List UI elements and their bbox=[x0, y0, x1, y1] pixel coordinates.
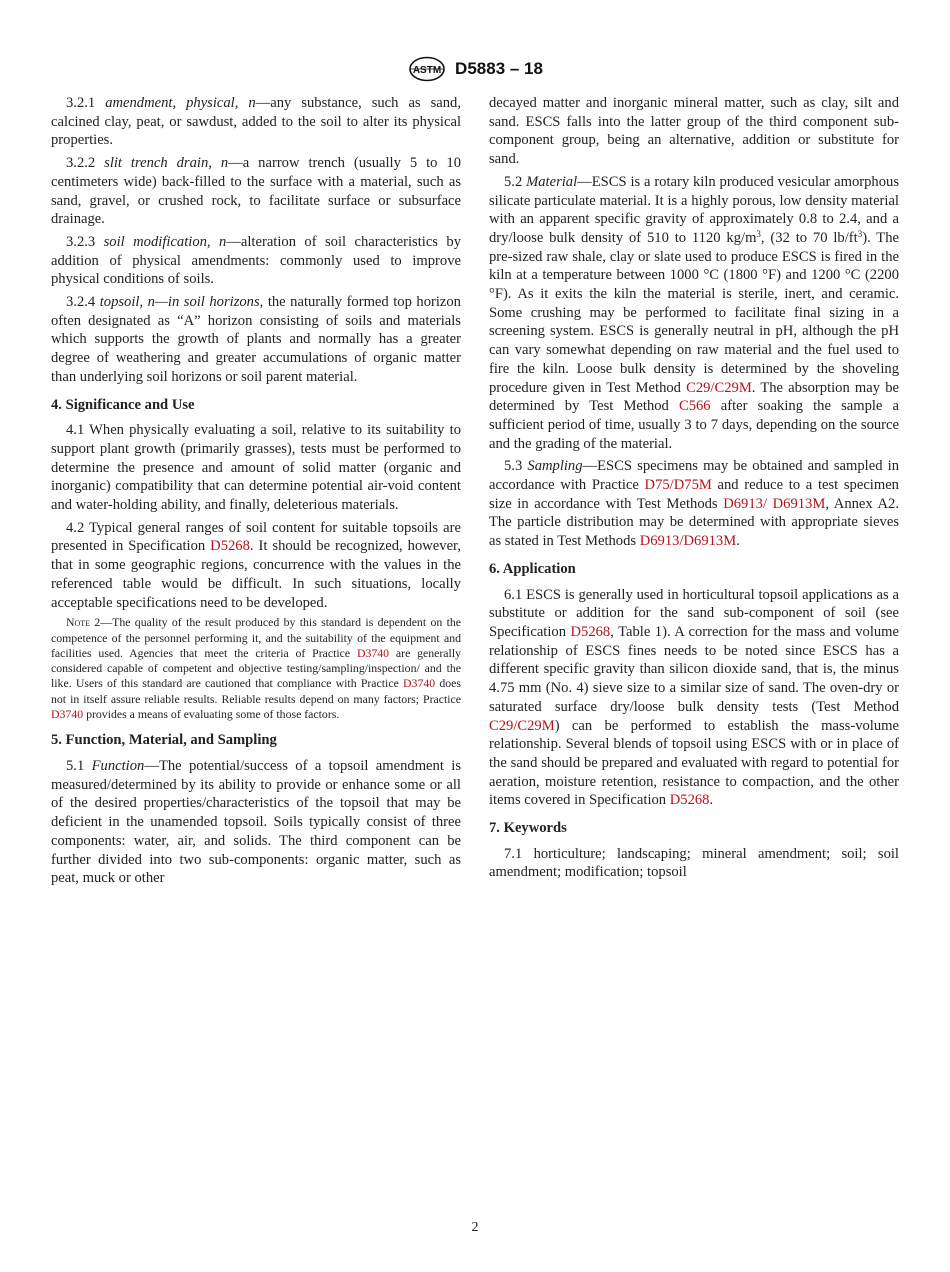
ref-link-d6913[interactable]: D6913/D6913M bbox=[639, 533, 737, 550]
ref-link-d75[interactable]: D75/D75M bbox=[644, 477, 712, 494]
document-number: D5883 – 18 bbox=[455, 59, 543, 78]
left-column bbox=[51, 94, 461, 892]
ref-link-d6913[interactable]: D6913/ D6913M bbox=[723, 495, 826, 512]
ref-link-d3740[interactable]: D3740 bbox=[403, 676, 436, 691]
paragraph-5-1-continued: decayed matter and inorganic mineral matter, such as clay, silt and sand. ESCS falls into the latter group of the third component sub-component group, being an alternative, addition or substitute for sand. bbox=[489, 95, 899, 168]
ref-link-d5268[interactable]: D5268 bbox=[669, 792, 710, 809]
paragraph-6-1: 6.1 ESCS is generally used in horticultural topsoil applications as a substitute or addition for the sand sub-component of soil (see Specification D5268, Table 1). A correction for the mass and volume relationship of ESCS fines needs to be noted since ESCS has a different specific gravity than silicon dioxide sand, that is, the minus 4.75 mm (No. 4) sieve size to a similar size of sand. The oven-dry or saturated surface dry/loose bulk density tests (Test Method C29/C29M) can be performed to establish the mass-volume relationship. Several blends of topsoil using ESCS with or in place of the sand should be prepared and evaluated with regard to potential for aeration, moisture retention, resistance to compaction, and the other items covered in Specification D5268. bbox=[489, 586, 899, 809]
right-column bbox=[489, 94, 899, 886]
ref-link-d5268[interactable]: D5268 bbox=[210, 538, 250, 555]
page-header bbox=[0, 56, 950, 82]
definition-3-2-4: 3.2.4 topsoil, n—in soil horizons, the naturally formed top horizon often designated as “A” horizon consisting of soils and materials which supports the growth of plants and normally has a greater degree of weathering and greater accumulations of organic matter than underlying soil horizons or soil parent material. bbox=[51, 294, 461, 385]
definition-3-2-1: 3.2.1 amendment, physical, n—any substance, such as sand, calcined clay, peat, or sawdust, added to the soil to alter its physical properties. bbox=[51, 95, 461, 149]
ref-link-d3740[interactable]: D3740 bbox=[51, 707, 84, 722]
paragraph-5-1: 5.1 Function—The potential/success of a topsoil amendment is measured/determined by its ability to provide or enhance some or all of the desired properties/characteristics of the topsoil that may be deficient in the unamended topsoil. Soils typically consist of three components: water, air, and solids. The third component can be further divided into two sub-components: organic matter, such as peat, muck or other bbox=[51, 758, 462, 887]
note-2: Note 2—The quality of the result produced by this standard is dependent on the competence of the personnel performing it, and the suitability of the equipment and facilities used. Agencies that meet the criteria of Practice D3740 are generally considered capable of competent and objective testing/sampling/inspection/ and the like. Users of this standard are cautioned that compliance with Practice D3740 does not in itself assure reliable results. Reliable results depend on many factors; Practice D3740 provides a means of evaluating some of those factors. bbox=[51, 615, 462, 722]
section-4-heading: 4. Significance and Use bbox=[51, 396, 195, 413]
page-number: 2 bbox=[471, 1220, 479, 1235]
paragraph-7-1: 7.1 horticulture; landscaping; mineral amendment; soil; soil amendment; modification; topsoil bbox=[489, 845, 899, 881]
ref-link-d5268[interactable]: D5268 bbox=[570, 623, 611, 640]
paragraph-4-1: 4.1 When physically evaluating a soil, relative to its suitability to support plant growth (primarily grasses), tests must be performed to determine the presence and amount of solid matter (organic and inorganic) compatibility that can determine potential air-void content and water-holding ability, and finally, deleterious materials. bbox=[51, 422, 461, 514]
ref-link-d3740[interactable]: D3740 bbox=[356, 645, 390, 660]
section-6-heading: 6. Application bbox=[489, 560, 576, 577]
svg-text:ASTM: ASTM bbox=[412, 65, 442, 76]
paragraph-5-2: 5.2 Material—ESCS is a rotary kiln produced vesicular amorphous silicate particulate material. It is a highly porous, low density material with an apparent specific gravity of approximately 0.8 to 2.4, and a dry/loose bulk density of 510 to 1120 $kg/m^3$, (32 to 70 $lb/ft^3$). The pre-sized raw shale, clay or slate used to produce ESCS is fired in the kiln at a temperature between 1000 °C (1800 °F) and 1200 °C (2200 °F). As it exits the kiln the material is sterile, inert, and ceramic. Some crushing may be performed to facilitate final sizing in a screening system. ESCS is generally neutral in pH, although the pH can vary somewhat depending on raw material and the fuel used to fire the kiln. Loose bulk density is determined by the shoveling procedure given in Test Method C29/C29M. The absorption may be determined by Test Method C566 after soaking the sample a sufficient period of time, usually 3 to 7 days, depending on the source and the grading of the material. bbox=[489, 173, 900, 452]
definition-3-2-3: 3.2.3 soil modification, n—alteration of soil characteristics by addition of physical amendments: commonly used to improve physical conditions of soils. bbox=[51, 233, 461, 288]
ref-link-c29[interactable]: C29/C29M bbox=[489, 717, 555, 734]
astm-logo-icon bbox=[407, 56, 447, 82]
definition-3-2-2: 3.2.2 slit trench drain, n—a narrow trench (usually 5 to 10 centimeters wide) back-filled to the surface with a material, such as sand, gravel, or crushed rock, to facilitate surface or subsurface drainage. bbox=[51, 155, 461, 228]
ref-link-c29[interactable]: C29/C29M bbox=[686, 379, 752, 396]
section-7-heading: 7. Keywords bbox=[489, 820, 567, 837]
paragraph-4-2: 4.2 Typical general ranges of soil content for suitable topsoils are presented in Specification D5268. It should be recognized, however, that in some geographic regions, concurrence with the values in the referenced table would be difficult. In such situations, locally acceptable specifications need to be developed. bbox=[51, 519, 461, 611]
paragraph-5-3: 5.3 Sampling—ESCS specimens may be obtained and sampled in accordance with Practice D75/D75M and reduce to a test specimen size in accordance with Test Methods D6913/ D6913M, Annex A2. The particle distribution may be determined with appropriate sieves as stated in Test Methods D6913/D6913M. bbox=[489, 458, 900, 550]
section-5-heading: 5. Function, Material, and Sampling bbox=[51, 732, 277, 749]
ref-link-c566[interactable]: C566 bbox=[678, 398, 711, 415]
